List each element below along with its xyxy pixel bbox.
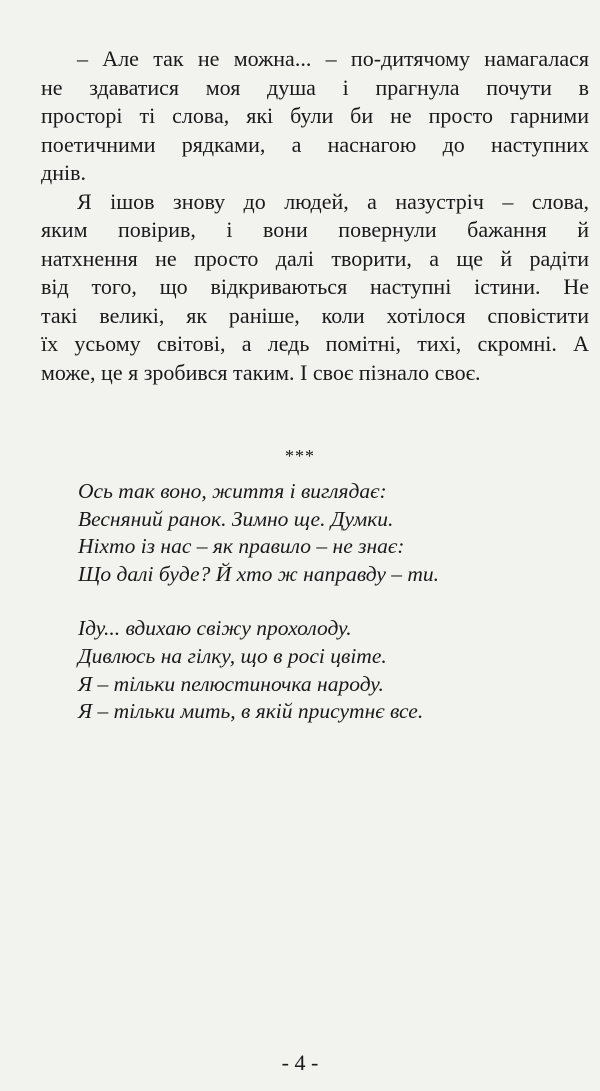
text-line: яким повірив, і вони повернули бажання й <box>41 217 589 242</box>
text-line: їх усьому світові, а ледь помітні, тихі, скромні. А <box>41 331 589 356</box>
text-line: – Але так не можна... – по-дитячому намагалася <box>77 46 589 71</box>
poem-line: Весняний ранок. Зимно ще. Думки. <box>78 506 394 531</box>
poem-line: Я – тільки мить, в якій присутнє все. <box>78 699 424 724</box>
text-line: просторі ті слова, які були би не просто гарними <box>41 103 589 128</box>
poem-stanza-1 <box>78 478 439 588</box>
text-line: від того, що відкриваються наступні істини. Не <box>41 274 589 299</box>
text-line: Я ішов знову до людей, а назустріч – слова, <box>77 188 589 214</box>
text-line: днів. <box>41 160 86 185</box>
text-line: такі великі, як раніше, коли хотілося сповістити <box>41 302 589 328</box>
paragraph-2 <box>41 188 589 388</box>
text-line: поетичними рядками, а наснагою до наступних <box>41 131 589 157</box>
poem-line: Я – тільки пелюстиночка народу. <box>78 671 384 696</box>
poem-stanza-2 <box>78 615 439 725</box>
text-line: може, це я зробився таким. І своє пізнало своє. <box>41 359 481 385</box>
page-number: - 4 - <box>281 1050 319 1075</box>
paragraph-1 <box>41 45 589 188</box>
text-line: натхнення не просто далі творити, а ще й радіти <box>41 245 589 271</box>
poem-line: Дивлюсь на гілку, що в росі цвіте. <box>78 643 387 668</box>
poem-line: Що далі буде? Й хто ж направду – ти. <box>78 561 440 586</box>
poem-line: Іду... вдихаю свіжу прохолоду. <box>78 616 352 641</box>
poem <box>78 478 439 753</box>
poem-line: Ніхто із нас – як правило – не знає: <box>78 534 405 559</box>
poem-line: Ось так воно, життя і виглядає: <box>78 479 387 503</box>
section-separator: *** <box>285 446 315 466</box>
text-line: не здаватися моя душа і прагнула почути в <box>41 74 589 100</box>
prose-text <box>41 45 589 387</box>
